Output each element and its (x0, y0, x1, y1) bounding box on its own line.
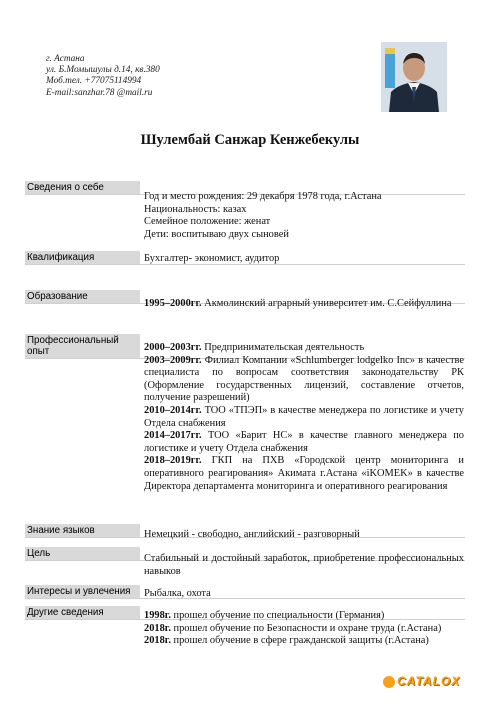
experience-period: 2018–2019гг. (144, 455, 202, 467)
education-text: Акмолинский аграрный университет им. С.Сейфуллина (201, 298, 452, 309)
contact-phone: Моб.тел. +77075114994 (46, 76, 142, 87)
experience-item (144, 430, 464, 455)
section-content-languages (144, 529, 464, 542)
watermark-logo (383, 674, 483, 696)
interests-text: Рыбалка, охота (144, 588, 211, 599)
languages-text: Немецкий - свободно, английский - разговорный (144, 529, 360, 540)
other-year: 1998г. (144, 610, 171, 621)
watermark-text: CATALOX (397, 674, 461, 688)
contact-address: ул. Б.Момышулы д.14, кв.380 (46, 65, 160, 76)
section-content-other (144, 610, 464, 648)
experience-text: ТОО «Барит НС» в качестве главного менеджера по логистике и учету Отдела снабжения (144, 430, 464, 454)
section-content-interests (144, 588, 464, 601)
other-item (144, 610, 464, 623)
other-item (144, 635, 464, 648)
section-label-qualification: Квалификация (25, 251, 140, 265)
section-label-interests: Интересы и увлечения (25, 585, 140, 599)
experience-item (144, 342, 464, 355)
experience-text: ТОО «ТПЭП» в качестве менеджера по логистике и учету Отдела снабжения (144, 404, 464, 429)
experience-item (144, 405, 464, 430)
experience-period: 2010–2014гг. (144, 404, 202, 416)
education-period: 1995–2000гг. (144, 298, 202, 309)
section-content-education (144, 298, 464, 311)
section-content-goal (144, 553, 464, 578)
experience-item (144, 455, 464, 493)
other-text: прошел обучение по специальности (Германия) (170, 610, 385, 621)
about-birth: Год и место рождения: 29 декабря 1978 года, г.Астана (144, 191, 382, 202)
section-label-goal: Цель (25, 547, 140, 561)
experience-period: 2014–2017гг. (144, 430, 202, 442)
other-year: 2018г. (144, 635, 171, 647)
section-label-about: Сведения о себе (25, 181, 140, 195)
other-year: 2018г. (144, 622, 171, 634)
experience-period: 2003–2009гг. (144, 354, 202, 366)
section-label-languages: Знание языков (25, 524, 140, 538)
contact-email: E-mail:sanzhar.78 @mail.ru (46, 87, 153, 98)
about-children: Дети: воспитываю двух сыновей (144, 228, 289, 240)
section-content-qualification (144, 253, 464, 266)
logo-icon (383, 676, 395, 688)
experience-text: ГКП на ПХВ «Городской центр мониторинга и оперативного реагирования» Акимата г.Астана «iKOMEK» в качестве Директора департамента мониторинга и оперативного реагирования (144, 455, 464, 492)
qualification-text: Бухгалтер- экономист, аудитор (144, 253, 280, 264)
experience-text: Филиал Компании «Schlumberger lodgelko Inc» в качестве специалиста по вопросам соответствия законодательству РК (Оформление государственных лицензий, составление отчетов, получение разрешений) (144, 354, 464, 404)
education-entry (144, 298, 464, 311)
about-nationality: Национальность: казах (144, 203, 247, 215)
experience-item (144, 355, 464, 405)
goal-text: Стабильный и достойный заработок, приобретение профессиональных навыков (144, 553, 464, 577)
about-marital: Семейное положение: женат (144, 216, 271, 228)
section-label-other: Другие сведения (25, 606, 140, 620)
section-label-education: Образование (25, 290, 140, 304)
experience-period: 2000–2003гг. (144, 342, 202, 353)
other-text: прошел обучение по Безопасности и охране труда (г.Астана) (170, 622, 442, 634)
other-item (144, 623, 464, 636)
other-text: прошел обучение в сфере гражданской защиты (г.Астана) (170, 635, 429, 647)
candidate-name: Шулембай Санжар Кенжебекулы (140, 132, 360, 148)
section-label-experience: Профессиональный опыт (25, 334, 140, 359)
contact-block (46, 54, 160, 99)
section-content-about (144, 191, 464, 241)
profile-photo (381, 42, 447, 112)
section-content-experience (144, 342, 464, 493)
experience-text: Предпринимательская деятельность (201, 342, 365, 353)
contact-city: г. Астана (46, 54, 85, 64)
